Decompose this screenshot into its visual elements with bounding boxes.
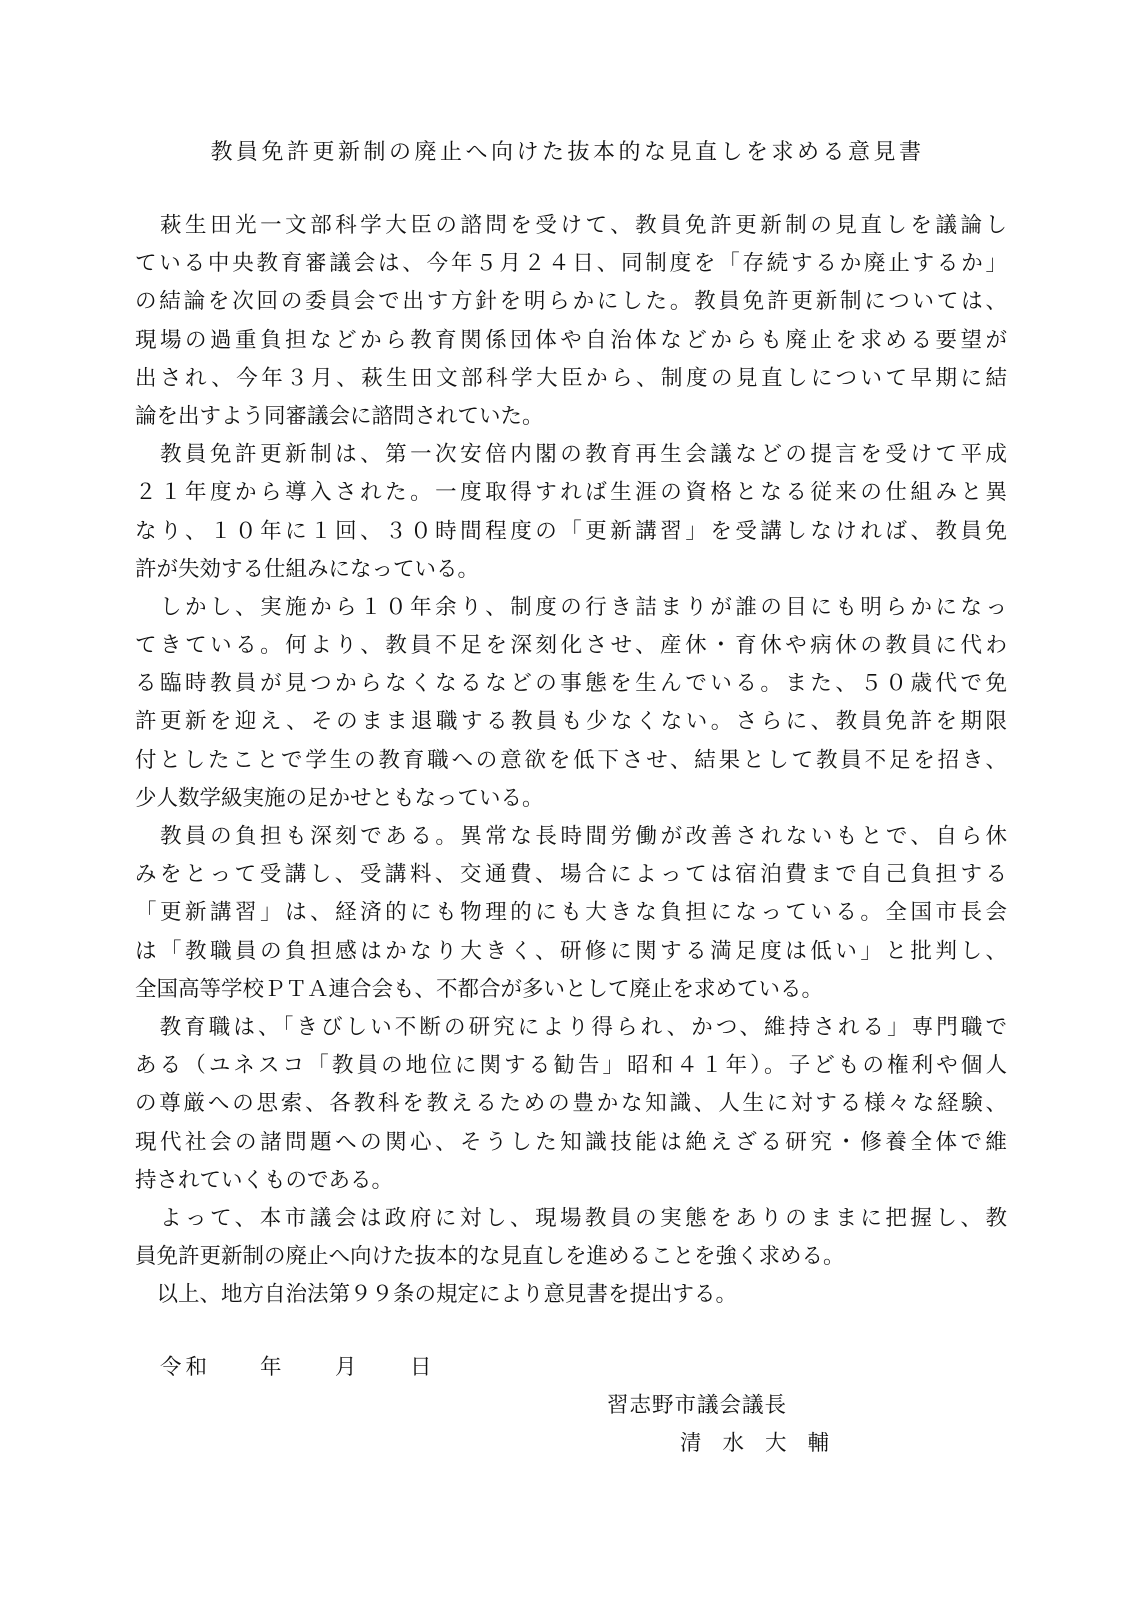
body-line: 少人数学級実施の足かせともなっている。: [135, 785, 544, 811]
body-line: 「更新講習」は、経済的にも物理的にも大きな負担になっている。全国市長会: [135, 900, 1007, 926]
signatory-title: 習志野市議会議長: [607, 1393, 788, 1418]
date-month: 月: [335, 1355, 357, 1380]
body-line: しかし、実施から１０年余り、制度の行き詰まりが誰の目にも明らかになっ: [135, 594, 1007, 620]
body-line: なり、１０年に１回、３０時間程度の「更新講習」を受講しなければ、教員免: [135, 518, 1007, 544]
body-line: の尊厳への思索、各教科を教えるための豊かな知識、人生に対する様々な経験、: [135, 1091, 1007, 1117]
body-line: 教育職は、「きびしい不断の研究により得られ、かつ、維持される」専門職で: [135, 1014, 1007, 1040]
body-line: 付としたことで学生の教育職への意欲を低下させ、結果として教員不足を招き、: [135, 747, 1007, 773]
body-line: 許が失効する仕組みになっている。: [135, 556, 480, 582]
body-line: の結論を次回の委員会で出す方針を明らかにした。教員免許更新制については、: [135, 289, 1007, 315]
date-day: 日: [410, 1355, 432, 1380]
body-line: る臨時教員が見つからなくなるなどの事態を生んでいる。また、５０歳代で免: [135, 671, 1007, 697]
body-line: は「教職員の負担感はかなり大きく、研修に関する満足度は低い」と批判し、: [135, 938, 1007, 964]
body-line: 全国高等学校ＰＴＡ連合会も、不都合が多いとして廃止を求めている。: [135, 976, 824, 1002]
body-line: 現場の過重負担などから教育関係団体や自治体などからも廃止を求める要望が: [135, 327, 1007, 353]
body-line: 出され、今年３月、萩生田文部科学大臣から、制度の見直しについて早期に結: [135, 365, 1007, 391]
body-line: 持されていくものである。: [135, 1167, 394, 1193]
date-year: 年: [260, 1355, 282, 1380]
body-line: ２１年度から導入された。一度取得すれば生涯の資格となる従来の仕組みと異: [135, 480, 1007, 506]
body-line: 教員の負担も深刻である。異常な長時間労働が改善されないもとで、自ら休: [135, 824, 1007, 849]
body-line: 萩生田光一文部科学大臣の諮問を受けて、教員免許更新制の見直しを議論し: [135, 213, 1007, 238]
body-line: 員免許更新制の廃止へ向けた抜本的な見直しを進めることを強く求める。: [135, 1244, 845, 1270]
document-body: [135, 207, 1007, 1314]
document-title: 教員免許更新制の廃止へ向けた抜本的な見直しを求める意見書: [210, 140, 925, 165]
body-line: 教員免許更新制は、第一次安倍内閣の教育再生会議などの提言を受けて平成: [135, 442, 1007, 468]
body-line: みをとって受講し、受講料、交通費、場合によっては宿泊費まで自己負担する: [135, 862, 1007, 888]
document-date: [160, 1352, 432, 1384]
body-line: ている中央教育審議会は、今年５月２４日、同制度を「存続するか廃止するか」: [135, 251, 1007, 277]
date-era: 令和: [160, 1355, 212, 1380]
body-line: 現代社会の諸問題への関心、そうした知識技能は絶えざる研究・修養全体で維: [135, 1129, 1007, 1155]
body-line: 論を出すよう同審議会に諮問されていた。: [135, 403, 544, 429]
body-line: よって、本市議会は政府に対し、現場教員の実態をありのままに把握し、教: [135, 1205, 1007, 1231]
signatory-name: 清水大輔: [680, 1431, 851, 1456]
body-line: 以上、地方自治法第９９条の規定により意見書を提出する。: [135, 1282, 738, 1308]
body-line: 許更新を迎え、そのまま退職する教員も少なくない。さらに、教員免許を期限: [135, 709, 1007, 735]
body-line: てきている。何より、教員不足を深刻化させ、産休・育休や病休の教員に代わ: [135, 633, 1007, 659]
body-line: ある（ユネスコ「教員の地位に関する勧告」昭和４１年）。子どもの権利や個人: [135, 1053, 1007, 1079]
